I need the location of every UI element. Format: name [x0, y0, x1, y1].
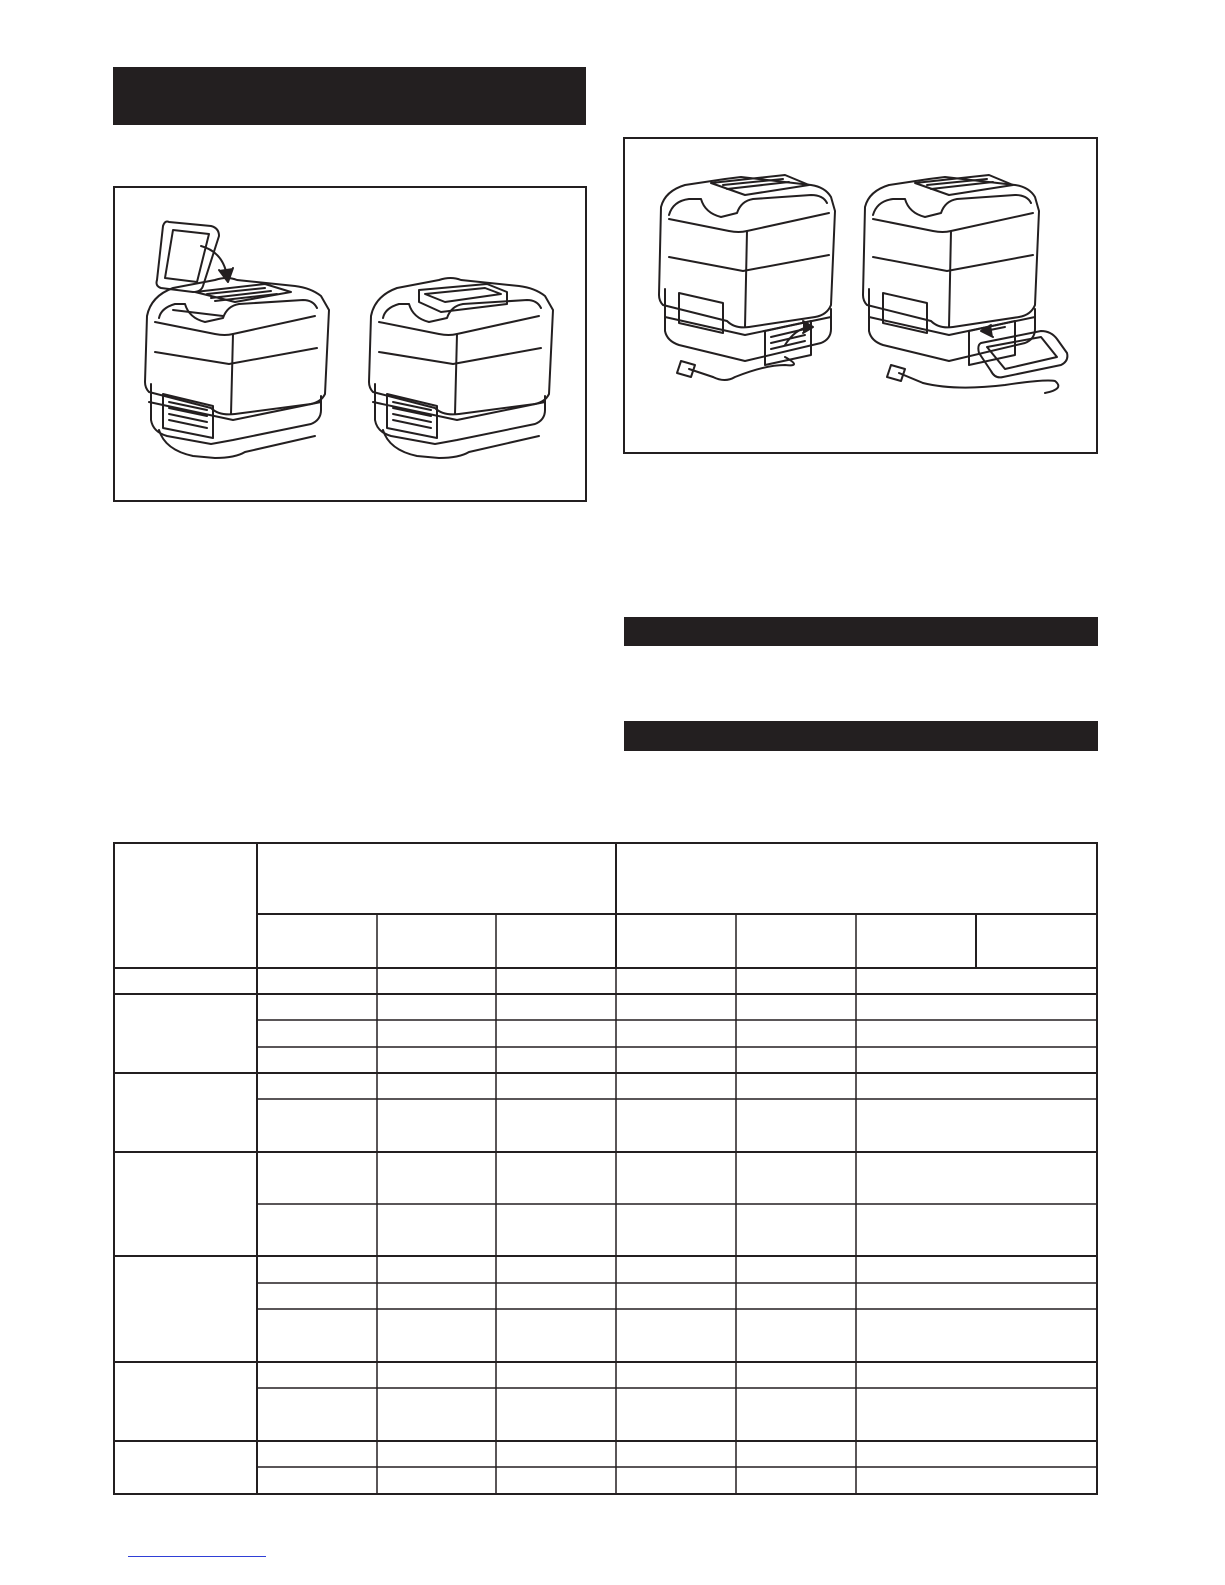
usb-cable-illustration-1 — [677, 357, 794, 380]
phone-charging-illustration — [978, 325, 1067, 377]
radio-illustration-1 — [145, 278, 329, 458]
footer-link[interactable] — [128, 1556, 266, 1557]
specification-table — [113, 842, 1098, 1495]
usb-cable-illustration-2 — [887, 365, 1058, 393]
figure-device-holder — [113, 186, 587, 502]
table-border — [114, 843, 1097, 1494]
section-heading-bar — [113, 67, 586, 125]
radio-illustration-3 — [659, 175, 835, 365]
radio-illustration-2 — [369, 278, 553, 458]
section-bar-1 — [624, 617, 1098, 646]
figure-usb-charging — [623, 137, 1098, 454]
section-bar-2 — [624, 721, 1098, 751]
